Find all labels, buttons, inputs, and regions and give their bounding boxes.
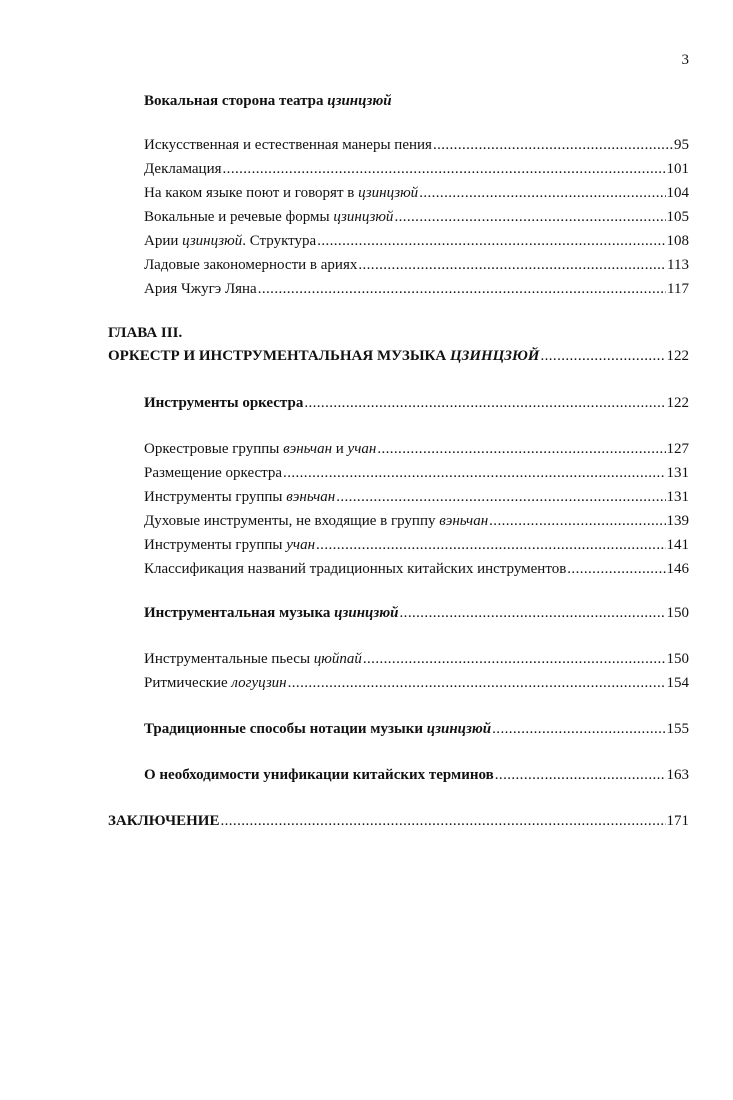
toc-entry[interactable] bbox=[144, 134, 689, 156]
toc-entry-page: 163 bbox=[666, 767, 689, 783]
toc-entry-page: 154 bbox=[666, 675, 689, 691]
toc-entry-title: Традиционные способы нотации музыки цзинцзюй bbox=[144, 721, 492, 737]
toc-leader-dots bbox=[489, 510, 665, 532]
toc-entry[interactable] bbox=[144, 648, 689, 670]
chapter-label: ГЛАВА III. bbox=[108, 325, 183, 341]
toc-entry-page: 108 bbox=[666, 233, 689, 249]
toc-entry-title: Декламация bbox=[144, 161, 222, 177]
toc-entry-title: Инструменты оркестра bbox=[144, 395, 304, 411]
heading-text: Вокальная сторона театра bbox=[144, 93, 324, 109]
page-number: 3 bbox=[681, 52, 689, 68]
section-heading-vocal bbox=[144, 90, 392, 112]
toc-section-entry[interactable] bbox=[144, 602, 689, 624]
toc-entry-title: Оркестровые группы вэньчан и учан bbox=[144, 441, 377, 457]
toc-chapter-entry[interactable] bbox=[108, 345, 689, 367]
toc-entry[interactable] bbox=[144, 254, 689, 276]
toc-entry-page: 171 bbox=[666, 813, 689, 829]
toc-entry-title: Инструментальные пьесы цюйпай bbox=[144, 651, 362, 667]
toc-entry[interactable] bbox=[144, 558, 689, 580]
toc-section-entry[interactable] bbox=[144, 392, 689, 414]
toc-entry[interactable] bbox=[144, 438, 689, 460]
toc-entry-page: 101 bbox=[666, 161, 689, 177]
toc-entry-title: Арии цзинцзюй. Структура bbox=[144, 233, 317, 249]
toc-entry-page: 150 bbox=[666, 651, 689, 667]
toc-entry-title: Размещение оркестра bbox=[144, 465, 283, 481]
toc-entry-page: 113 bbox=[667, 257, 689, 273]
toc-entry[interactable] bbox=[144, 158, 689, 180]
toc-entry-title: Ритмические логуцзин bbox=[144, 675, 287, 691]
toc-entry[interactable] bbox=[144, 182, 689, 204]
toc-entry-page: 155 bbox=[666, 721, 689, 737]
toc-entry-page: 122 bbox=[666, 395, 689, 411]
toc-leader-dots bbox=[288, 672, 666, 694]
toc-section-entry[interactable] bbox=[144, 718, 689, 740]
toc-entry[interactable] bbox=[144, 510, 689, 532]
toc-entry[interactable] bbox=[144, 462, 689, 484]
toc-leader-dots bbox=[220, 810, 665, 832]
toc-leader-dots bbox=[400, 602, 666, 624]
toc-leader-dots bbox=[363, 648, 666, 670]
toc-section-entry[interactable] bbox=[144, 764, 689, 786]
heading-italic: цзинцзюй bbox=[327, 93, 392, 109]
toc-entry[interactable] bbox=[144, 278, 689, 300]
toc-entry-title: Искусственная и естественная манеры пения bbox=[144, 137, 432, 153]
toc-entry-title: Инструменты группы учан bbox=[144, 537, 316, 553]
toc-leader-dots bbox=[540, 345, 665, 367]
toc-entry-title: Инструментальная музыка цзинцзюй bbox=[144, 605, 399, 621]
toc-entry-title: О необходимости унификации китайских терминов bbox=[144, 767, 494, 783]
toc-entry-page: 150 bbox=[666, 605, 689, 621]
toc-entry-page: 139 bbox=[666, 513, 689, 529]
toc-entry[interactable] bbox=[144, 486, 689, 508]
toc-entry[interactable] bbox=[144, 534, 689, 556]
toc-entry-title: ОРКЕСТР И ИНСТРУМЕНТАЛЬНАЯ МУЗЫКА ЦЗИНЦЗЮЙ bbox=[108, 348, 540, 364]
toc-entry-page: 127 bbox=[666, 441, 689, 457]
toc-entry-page: 104 bbox=[666, 185, 689, 201]
toc-leader-dots bbox=[336, 486, 665, 508]
toc-leader-dots bbox=[419, 182, 665, 204]
toc-entry[interactable] bbox=[144, 230, 689, 252]
toc-entry-title: Классификация названий традиционных китайских инструментов bbox=[144, 561, 567, 577]
toc-leader-dots bbox=[394, 206, 665, 228]
toc-leader-dots bbox=[283, 462, 665, 484]
toc-leader-dots bbox=[567, 558, 665, 580]
toc-entry-title: Духовые инструменты, не входящие в группу вэньчан bbox=[144, 513, 489, 529]
toc-entry[interactable] bbox=[144, 672, 689, 694]
toc-entry-page: 95 bbox=[674, 137, 689, 153]
toc-entry-title: Ладовые закономерности в ариях bbox=[144, 257, 358, 273]
toc-entry-page: 141 bbox=[666, 537, 689, 553]
toc-entry-page: 117 bbox=[667, 281, 689, 297]
toc-entry-title: ЗАКЛЮЧЕНИЕ bbox=[108, 813, 220, 829]
toc-leader-dots bbox=[316, 534, 665, 556]
toc-entry-page: 146 bbox=[666, 561, 689, 577]
toc-leader-dots bbox=[492, 718, 665, 740]
toc-entry-title: На каком языке поют и говорят в цзинцзюй bbox=[144, 185, 419, 201]
toc-entry-page: 131 bbox=[666, 489, 689, 505]
toc-entry-page: 122 bbox=[666, 348, 689, 364]
toc-entry-page: 131 bbox=[666, 465, 689, 481]
toc-leader-dots bbox=[495, 764, 666, 786]
toc-leader-dots bbox=[223, 158, 666, 180]
toc-leader-dots bbox=[317, 230, 665, 252]
toc-leader-dots bbox=[358, 254, 666, 276]
toc-entry-title: Вокальные и речевые формы цзинцзюй bbox=[144, 209, 394, 225]
toc-entry[interactable] bbox=[144, 206, 689, 228]
toc-leader-dots bbox=[258, 278, 666, 300]
toc-conclusion-entry[interactable] bbox=[108, 810, 689, 832]
toc-entry-page: 105 bbox=[666, 209, 689, 225]
toc-leader-dots bbox=[433, 134, 673, 156]
toc-leader-dots bbox=[304, 392, 665, 414]
toc-entry-title: Ария Чжугэ Ляна bbox=[144, 281, 257, 297]
toc-entry-title: Инструменты группы вэньчан bbox=[144, 489, 336, 505]
toc-leader-dots bbox=[377, 438, 665, 460]
